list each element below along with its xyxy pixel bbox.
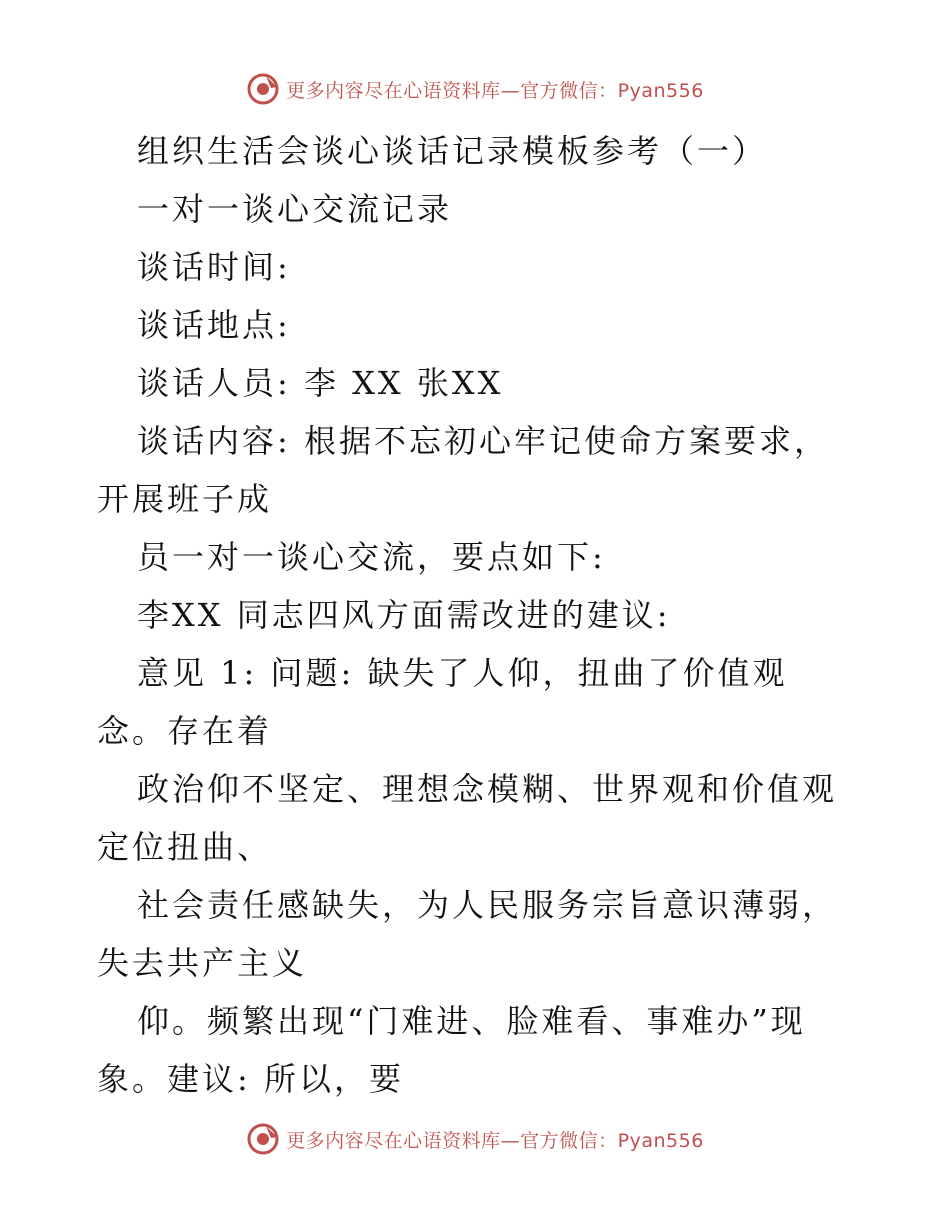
talk-place-line: 谈话地点: bbox=[137, 306, 291, 344]
body-paragraph: 意见 1: 问题: 缺失了人仰，扭曲了价值观念。存在着 bbox=[97, 654, 788, 750]
body-paragraph: 员一对一谈心交流，要点如下: bbox=[137, 538, 606, 576]
talk-content-paragraph: 谈话内容: 根据不忘初心牢记使命方案要求，开展班子成 bbox=[97, 422, 829, 518]
body-paragraph: 社会责任感缺失，为人民服务宗旨意识薄弱，失去共产主义 bbox=[97, 886, 838, 982]
body-paragraph: 李XX 同志四风方面需改进的建议: bbox=[137, 596, 671, 634]
watermark-logo-icon bbox=[246, 1122, 280, 1156]
doc-title: 组织生活会谈心谈话记录模板参考（一） bbox=[137, 132, 768, 170]
watermark-text: 更多内容尽在心语资料库—官方微信：Pyan556 bbox=[286, 79, 704, 102]
watermark-header bbox=[0, 72, 950, 106]
watermark-footer bbox=[0, 1122, 950, 1156]
watermark-logo-icon bbox=[246, 72, 280, 106]
talk-people-line: 谈话人员: 李 XX 张XX bbox=[137, 364, 504, 402]
doc-subtitle: 一对一谈心交流记录 bbox=[137, 190, 453, 228]
document-body bbox=[97, 122, 857, 1108]
talk-time-line: 谈话时间: bbox=[137, 248, 291, 286]
watermark-text: 更多内容尽在心语资料库—官方微信：Pyan556 bbox=[286, 1129, 704, 1152]
body-paragraph: 政治仰不坚定、理想念模糊、世界观和价值观定位扭曲、 bbox=[97, 770, 838, 866]
body-paragraph: 仰。频繁出现“门难进、脸难看、事难办”现象。建议: 所以，要 bbox=[97, 1002, 806, 1098]
